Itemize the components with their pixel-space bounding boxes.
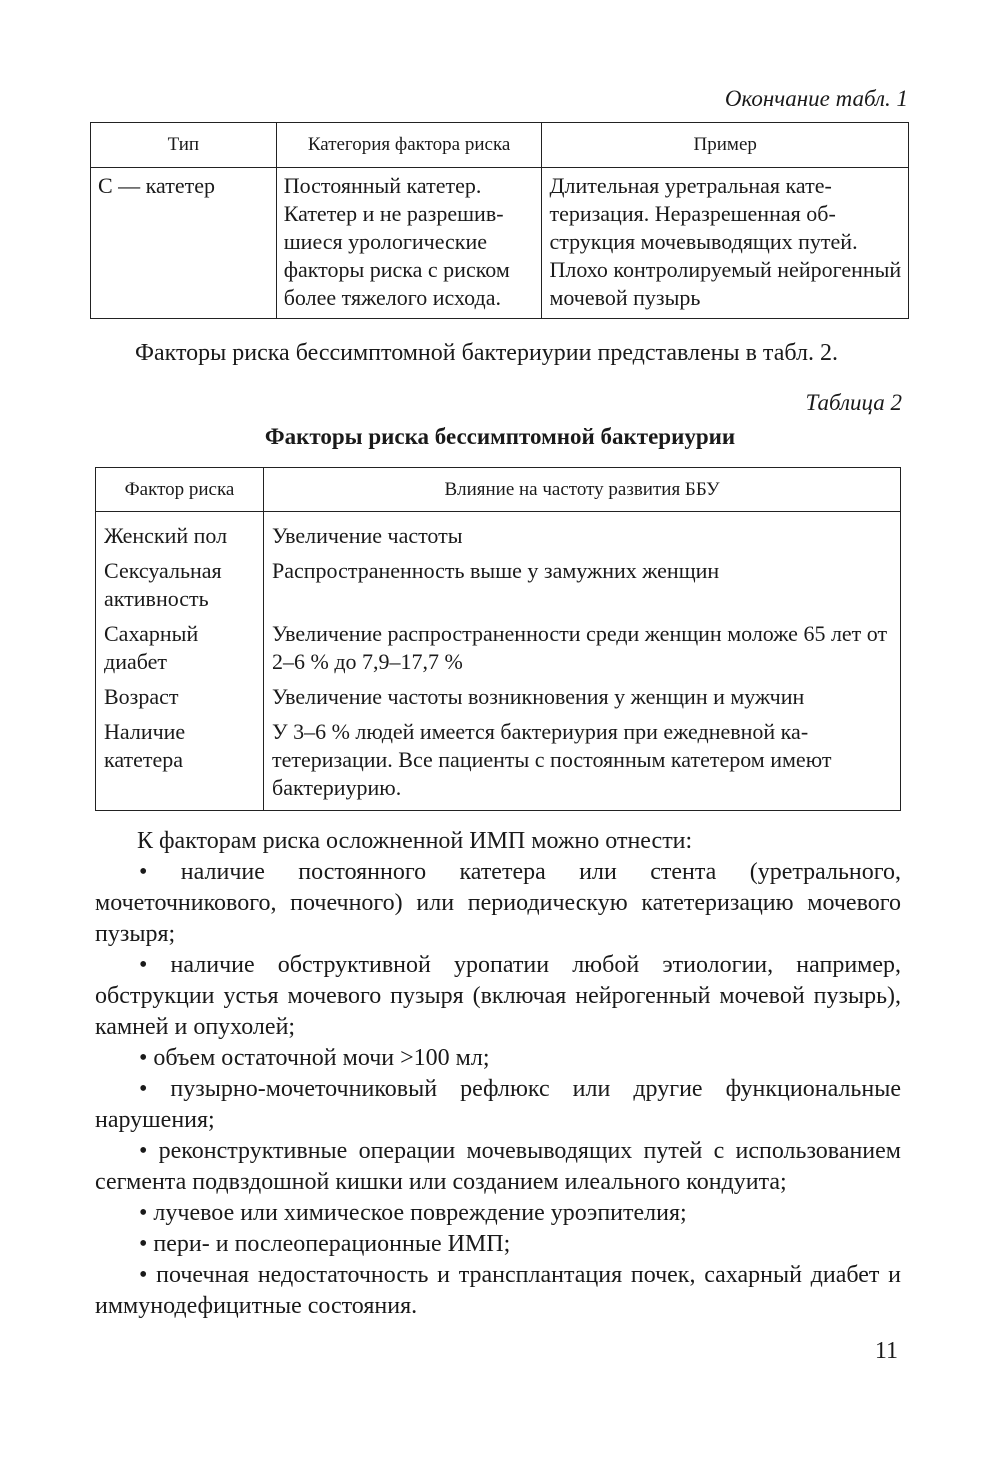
table2-cell-factor: Наличие катетера [96,715,264,811]
table1-header-type: Тип [91,123,277,168]
list-item: • пери- и послеоперационные ИМП; [139,1231,511,1257]
list-item: • наличие постоянного катетера или стента (уретрального, мочеточникового, почечного) или периодическую катетеризацию мочевого пузыря; [95,859,901,947]
table-row [96,680,901,715]
table2-caption: Таблица 2 [805,390,902,415]
list-item: • реконструктивные операции мочевыводящих путей с использованием сегмента подвздошной кишки или созданием илеального кондуита; [95,1138,901,1195]
complicated-uti-section [95,826,901,1322]
table1-header-row [91,123,909,168]
table1-caption: Окончание табл. 1 [724,86,908,111]
list-item: • пузырно-мочеточниковый рефлюкс или другие функциональные нарушения; [95,1076,901,1133]
table2-cell-effect: Увеличение распространенности среди женщин моложе 65 лет от 2–6 % до 7,9–17,7 % [264,617,901,680]
table1-cell-category: Постоянный катетер. Катетер и не разрешившиеся урологические факторы риска с риском более тяжелого исхода. [276,168,542,319]
table1-cell-example: Длительная уретральная катетеризация. Неразрешенная обструкция мочевыводящих путей. Плохо контролируемый нейрогенный мочевой пузырь [542,168,909,319]
table1-header-example: Пример [542,123,909,168]
table2-header-factor: Фактор риска [96,468,264,512]
table2-cell-effect: У 3–6 % людей имеется бактериурия при ежедневной катетеризации. Все пациенты с постоянным катетером имеют бактериурию. [264,715,901,811]
section-intro: К факторам риска осложненной ИМП можно отнести: [137,828,693,854]
list-item: • лучевое или химическое повреждение уроэпителия; [139,1200,687,1226]
table2-header-effect: Влияние на частоту развития ББУ [264,468,901,512]
table2-cell-effect: Распространенность выше у замужних женщин [264,554,901,617]
table2-cell-effect: Увеличение частоты [264,512,901,555]
list-item: • почечная недостаточность и трансплантация почек, сахарный диабет и иммунодефицитные состояния. [95,1262,901,1319]
table2-title: Факторы риска бессимптомной бактериурии [264,424,736,449]
table-row [96,554,901,617]
table-row [96,512,901,555]
table-row [96,617,901,680]
table1-risk-categories [90,122,909,319]
page-number: 11 [874,1338,898,1364]
table-row [96,715,901,811]
table2-reference-paragraph: Факторы риска бессимптомной бактериурии представлены в табл. 2. [135,340,838,366]
table1-cell-type: С — катетер [91,168,277,319]
table-row [91,168,909,319]
table2-cell-factor: Сахарный диабет [96,617,264,680]
table2-cell-factor: Сексуальная активность [96,554,264,617]
table2-header-row [96,468,901,512]
table2-cell-factor: Женский пол [96,512,264,555]
list-item: • объем остаточной мочи >100 мл; [139,1045,490,1071]
list-item: • наличие обструктивной уропатии любой этиологии, например, обструкции устья мочевого пузыря (включая нейрогенный мочевой пузырь), камней и опухолей; [95,952,901,1040]
table2-cell-effect: Увеличение частоты возникновения у женщин и мужчин [264,680,901,715]
table2-cell-factor: Возраст [96,680,264,715]
table1-header-category: Категория фактора риска [276,123,542,168]
table2-asymptomatic-bacteriuria-factors [95,467,901,811]
